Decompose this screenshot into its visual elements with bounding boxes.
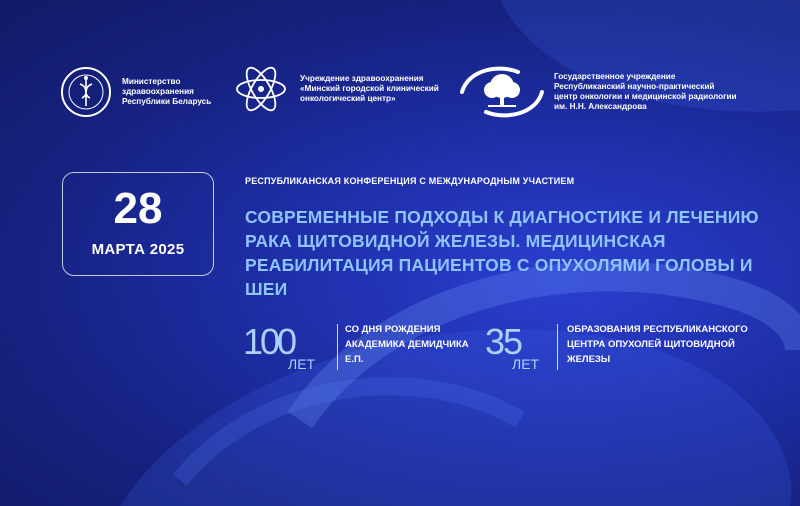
ministry-name	[122, 77, 232, 107]
divider-1	[337, 324, 338, 370]
republican-center-line-2: Республиканский научно-практический	[554, 82, 715, 91]
anniversary-2-number: 35	[485, 321, 522, 362]
date-month: МАРТА 2025	[91, 241, 185, 258]
anniversary-2-unit: ЛЕТ	[512, 356, 540, 372]
republican-center-line-1: Государственное учреждение	[554, 72, 676, 81]
conference-title: СОВРЕМЕННЫЕ ПОДХОДЫ К ДИАГНОСТИКЕ И ЛЕЧЕНИЮ РАКА ЩИТОВИДНОЙ ЖЕЛЕЗЫ. МЕДИЦИНСКАЯ РЕАБИЛИТАЦИЯ ПАЦИЕНТОВ С ОПУХОЛЯМИ ГОЛОВЫ И ШЕИ	[245, 207, 759, 299]
anniversary-1-unit: ЛЕТ	[288, 356, 316, 372]
republican-center-line-4: им. Н.Н. Александрова	[554, 102, 647, 111]
city-center-name	[300, 74, 450, 104]
ministry-line-1: Министерство	[122, 77, 181, 86]
conference-type: РЕСПУБЛИКАНСКАЯ КОНФЕРЕНЦИЯ С МЕЖДУНАРОДНЫМ УЧАСТИЕМ	[245, 176, 575, 186]
divider-2	[557, 324, 558, 370]
anniversary-1-number: 100	[243, 321, 295, 362]
republican-center-line-3: центр онкологии и медицинской радиологии	[554, 92, 737, 101]
city-center-line-1: Учреждение здравоохранения	[300, 74, 424, 83]
ministry-logo-block	[60, 66, 232, 118]
ministry-line-3: Республики Беларусь	[122, 97, 212, 106]
city-center-line-3: онкологический центр»	[300, 94, 396, 103]
date-day: 28	[113, 184, 163, 233]
ministry-emblem-icon	[60, 66, 112, 118]
republican-center-logo-block	[458, 64, 754, 120]
tree-hands-icon	[458, 64, 546, 120]
date-box	[62, 172, 214, 276]
city-center-logo-block	[234, 62, 450, 116]
city-center-line-2: «Минский городской клинический	[300, 84, 439, 93]
anniversary-2-text: ОБРАЗОВАНИЯ РЕСПУБЛИКАНСКОГО ЦЕНТРА ОПУХОЛЕЙ ЩИТОВИДНОЙ ЖЕЛЕЗЫ	[567, 324, 748, 365]
republican-center-name	[554, 72, 754, 112]
anniversary-1-text: СО ДНЯ РОЖДЕНИЯ АКАДЕМИКА ДЕМИДЧИКА Е.П.	[345, 324, 469, 365]
ministry-line-2: здравоохранения	[122, 87, 194, 96]
atom-icon	[234, 62, 288, 116]
